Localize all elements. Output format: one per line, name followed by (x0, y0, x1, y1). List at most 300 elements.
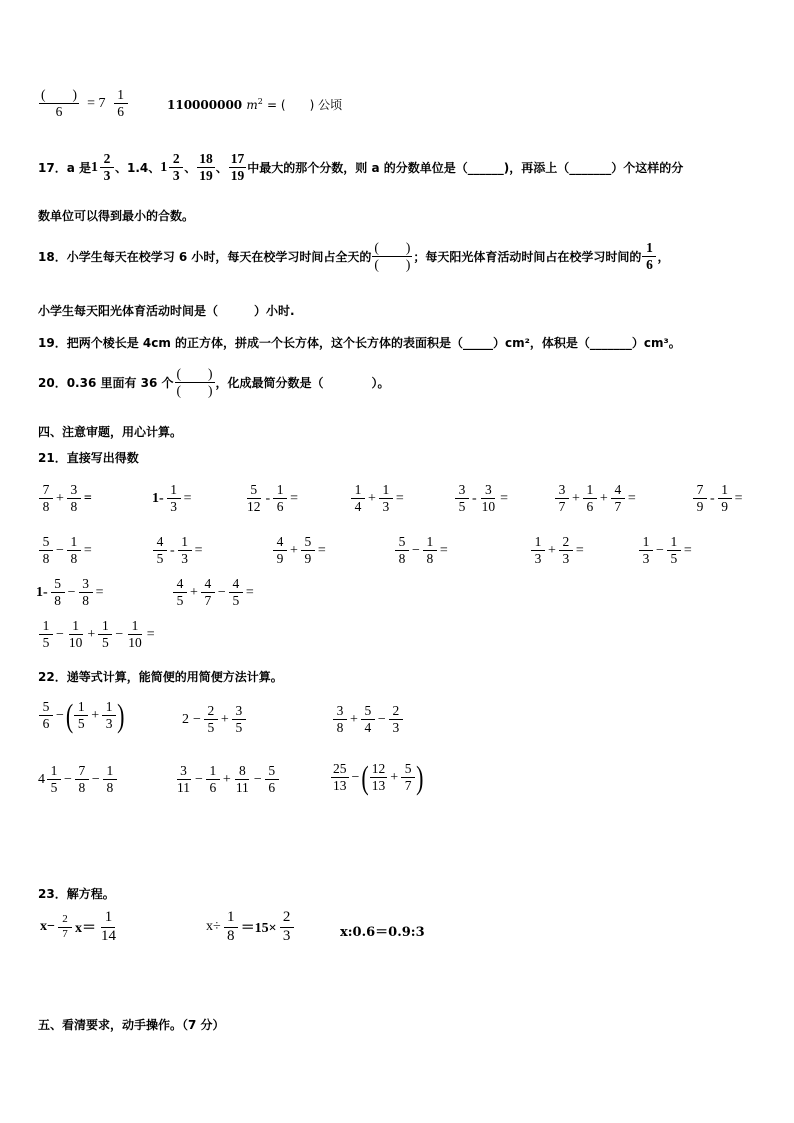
blank-numerator[interactable]: ( ) (39, 88, 79, 104)
fraction (39, 88, 79, 119)
math-token: 1 (531, 535, 545, 551)
calc-22-3 (332, 704, 404, 735)
math-token: = (500, 490, 509, 506)
math-token: 8 (42, 499, 50, 515)
calc-21-11 (394, 535, 450, 566)
math-token: 1 (98, 619, 112, 635)
math-token: 1 (102, 700, 116, 716)
math-token: 5 (176, 593, 184, 609)
fraction (74, 700, 88, 731)
math-token: 9 (721, 499, 729, 515)
math-token: x＝ (74, 921, 96, 937)
fraction (229, 152, 247, 183)
math-token: 11 (177, 780, 190, 796)
math-token: 18．小学生每天在校学习 6 小时，每天在校学习时间占全天的 (38, 250, 372, 265)
math-token: 1 (101, 910, 115, 928)
math-token: − (56, 626, 64, 642)
fraction (611, 483, 625, 514)
fraction (245, 483, 263, 514)
calc-21-15 (172, 577, 256, 608)
section-5-title: 五、看清要求，动手操作。（7 分） (38, 1018, 225, 1032)
math-token: 2 (257, 97, 263, 106)
math-token: 1 (47, 764, 61, 780)
math-token: = (439, 542, 448, 558)
math-token: 3 (172, 168, 180, 184)
fraction (201, 577, 215, 608)
math-token: 8 (336, 720, 344, 736)
math-token: 2 (280, 910, 294, 928)
math-token: 1 (718, 483, 732, 499)
math-token: - (265, 490, 271, 506)
math-token: 7 (75, 764, 89, 780)
math-token: 、 (184, 161, 197, 176)
math-token: 3 (642, 551, 650, 567)
calc-21-2 (150, 483, 194, 514)
math-token: 7 (693, 483, 707, 499)
math-token: - (710, 490, 715, 506)
math-token: 17 (229, 152, 247, 168)
fraction (273, 535, 287, 566)
math-token: 3 (177, 764, 191, 780)
math-token: − (656, 542, 664, 558)
fraction (99, 910, 118, 945)
math-token: 2 (204, 704, 218, 720)
math-token: 3 (105, 716, 113, 732)
math-token: = (395, 490, 404, 506)
math-token: 3 (103, 168, 111, 184)
fraction (232, 704, 246, 735)
math-token: 5 (39, 700, 53, 716)
math-token: 3 (382, 499, 390, 515)
q16-fraction-equation (38, 88, 129, 119)
math-token: 5 (395, 535, 409, 551)
math-token: 11 (235, 780, 249, 796)
math-token: = (83, 490, 92, 506)
math-token: + (220, 711, 229, 727)
math-token: 4 (229, 577, 243, 593)
math-token: 1 (90, 159, 98, 175)
math-token: 6 (42, 716, 50, 732)
math-token: − (253, 771, 262, 787)
fraction (301, 535, 315, 566)
math-token: 8 (398, 551, 406, 567)
blank-denominator[interactable]: ( ) (176, 383, 213, 399)
math-token: + (599, 490, 608, 506)
fraction (455, 483, 469, 514)
math-token: 4 (364, 720, 372, 736)
math-token: 20．0.36 里面有 36 个 (38, 376, 174, 391)
math-token: + (572, 490, 580, 506)
math-token: 5 (301, 535, 315, 551)
question-19: 19．把两个棱长是 4cm 的正方体，拼成一个长方体，这个长方体的表面积是（_____）cm²，体积是（_______）cm³。 (38, 336, 681, 350)
math-token: 8 (78, 780, 86, 796)
fraction (265, 764, 279, 795)
math-token: 5 (401, 762, 415, 778)
fraction (372, 241, 412, 272)
math-token: 8 (82, 593, 89, 609)
calc-21-16 (38, 619, 157, 650)
calc-21-12 (530, 535, 586, 566)
math-token: − (91, 771, 100, 787)
math-token: 1 (128, 619, 142, 635)
math-token: + (91, 707, 100, 723)
math-token: − (193, 711, 201, 727)
question-22-title: 22．递等式计算，能简便的用简便方法计算。 (38, 670, 283, 684)
math-token: x− (40, 919, 55, 935)
question-17-line2: 数单位可以得到最小的合数。 (38, 209, 195, 223)
fraction (234, 764, 251, 795)
parenthesis: ) (117, 696, 125, 734)
math-token: 1 (379, 483, 393, 499)
math-token: - (472, 490, 477, 506)
fraction (39, 535, 53, 566)
calc-21-7 (692, 483, 745, 514)
fraction (583, 483, 597, 514)
math-token: = (245, 584, 254, 600)
equation-23-1 (38, 910, 119, 945)
math-token: 25 (331, 762, 349, 778)
math-token: 2 (169, 152, 183, 168)
math-token: 4 (38, 771, 45, 787)
math-token: 5 (247, 483, 261, 499)
math-token: − (351, 769, 360, 785)
math-token: + (350, 711, 358, 727)
math-token: 8 (70, 551, 78, 567)
math-token: ＝15× (240, 921, 277, 937)
math-token: 5 (265, 764, 279, 780)
math-token: = (183, 490, 192, 506)
math-token: = (146, 626, 155, 642)
math-token: + (56, 490, 64, 506)
math-token: 4 (201, 577, 215, 593)
math-token: m (246, 98, 258, 112)
fraction (361, 704, 375, 735)
math-token: 中最大的那个分数，则 a 的分数单位是（______)，再添上（_______）个这样的分 (247, 161, 684, 176)
math-token: 3 (333, 704, 347, 720)
math-token: + (368, 490, 376, 506)
math-token: 6 (55, 104, 63, 120)
math-token: 3 (232, 704, 246, 720)
math-token: 5 (39, 535, 53, 551)
math-token: 4 (153, 535, 167, 551)
math-token: ；每天阳光体育活动时间占在校学习时间的 (413, 250, 642, 265)
calc-22-5 (174, 764, 280, 795)
calc-21-3 (244, 483, 300, 514)
math-token: 1- (152, 490, 164, 506)
math-token: 7 (204, 593, 212, 609)
math-token: + (222, 771, 231, 787)
math-token: = (734, 490, 743, 506)
math-token: 1 (39, 619, 53, 635)
fraction (206, 764, 220, 795)
question-18: 18．小学生每天在校学习 6 小时，每天在校学习时间占全天的 $\frac{( )}{( )}$ ；每天阳光体育活动时间占在校学习时间的 $\frac{1}{6}$ ， (38, 240, 670, 273)
math-token: 2 (182, 711, 189, 727)
math-token: − (412, 542, 420, 558)
math-token: 6 (646, 257, 653, 273)
math-token: 4 (611, 483, 625, 499)
fraction (51, 577, 65, 608)
fraction (67, 535, 81, 566)
math-token: 2 (100, 152, 114, 168)
math-token: 、1.4、 (114, 161, 161, 176)
calc-22-6 (330, 758, 424, 796)
math-token: + (290, 542, 298, 558)
math-token: 7 (558, 499, 566, 515)
fraction (197, 152, 215, 183)
fraction (333, 704, 347, 735)
math-token: 5 (361, 704, 375, 720)
fraction (75, 764, 89, 795)
fraction (126, 619, 144, 650)
math-token: − (195, 771, 203, 787)
math-token: x÷ (206, 919, 221, 935)
math-token: 1 (351, 483, 365, 499)
math-token: 8 (70, 499, 78, 515)
fraction (280, 910, 294, 945)
fraction (639, 535, 653, 566)
question-18-line2: 小学生每天阳光体育活动时间是（ ）小时. (38, 304, 295, 318)
calc-21-13 (638, 535, 694, 566)
math-token: 3 (67, 483, 81, 499)
math-token: 12 (247, 499, 261, 515)
calc-21-6 (554, 483, 638, 514)
math-token: 8 (426, 551, 434, 567)
math-token: 1 (74, 700, 88, 716)
math-token: 6 (586, 499, 594, 515)
math-token: − (217, 584, 226, 600)
math-token: 5 (51, 577, 65, 593)
question-17 (38, 152, 683, 183)
fraction (175, 367, 215, 398)
math-token: 1 (69, 619, 83, 635)
fraction (175, 764, 192, 795)
math-token: 4 (354, 499, 362, 515)
math-token: − (377, 711, 386, 727)
math-token: 3 (79, 577, 93, 593)
math-token: 4 (173, 577, 187, 593)
math-token: 8 (54, 593, 62, 609)
question-20 (38, 367, 390, 398)
blank-numerator[interactable]: ( ) (175, 367, 215, 383)
fraction (39, 700, 53, 731)
math-token: = 7 (87, 95, 106, 111)
math-token: 1 (178, 535, 192, 551)
math-token: 6 (268, 780, 276, 796)
fraction (531, 535, 545, 566)
math-token: 6 (209, 780, 217, 796)
math-token: 1 (103, 764, 117, 780)
calc-21-9 (152, 535, 205, 566)
fraction (39, 483, 53, 514)
blank-denominator[interactable]: ( ) (374, 257, 411, 273)
math-token: + (390, 769, 399, 785)
math-token: 6 (117, 104, 124, 120)
math-token: 19 (230, 168, 245, 184)
fraction (642, 241, 656, 272)
calc-22-4 (38, 764, 118, 795)
fraction (103, 764, 117, 795)
math-token: 3 (534, 551, 542, 567)
math-token: 17．a 是 (38, 161, 91, 176)
math-token: - (170, 542, 175, 558)
math-token: 3 (555, 483, 569, 499)
math-token: − (64, 771, 72, 787)
math-token: 8 (226, 927, 235, 944)
fraction (114, 88, 128, 119)
math-token: 1- (36, 584, 48, 600)
fraction (178, 535, 192, 566)
math-token: 10 (128, 635, 142, 651)
math-token: − (67, 584, 76, 600)
math-token: ，化成最简分数是（ ）。 (215, 376, 390, 391)
math-token: 1 (273, 483, 287, 499)
math-token: = ( ) 公顷 (267, 98, 343, 112)
math-token: 110000000 (167, 98, 243, 112)
math-token: = (575, 542, 584, 558)
math-token: 2 (58, 914, 72, 928)
fraction (79, 577, 93, 608)
fraction (67, 619, 85, 650)
math-token: 1 (642, 241, 656, 257)
parenthesis: ) (416, 758, 424, 796)
question-21-title: 21．直接写出得数 (38, 451, 139, 465)
fraction (204, 704, 218, 735)
math-token: − (115, 626, 124, 642)
math-token: + (87, 626, 96, 642)
math-token: 3 (562, 551, 570, 567)
fraction (351, 483, 365, 514)
calc-21-4 (350, 483, 406, 514)
math-token: 1 (639, 535, 653, 551)
math-token: 1 (160, 159, 168, 175)
math-token: 3 (181, 551, 189, 567)
calc-21-10 (272, 535, 328, 566)
fraction (169, 152, 183, 183)
fraction (102, 700, 116, 731)
fraction (555, 483, 569, 514)
fraction (47, 764, 61, 795)
fraction (273, 483, 287, 514)
math-token: 9 (276, 551, 284, 567)
blank-numerator[interactable]: ( ) (372, 241, 412, 257)
math-token: 7 (62, 927, 68, 940)
math-token: 1 (423, 535, 437, 551)
calc-22-1 (38, 696, 125, 734)
fraction (153, 535, 167, 566)
math-token: 1 (167, 483, 181, 499)
fraction (67, 483, 81, 514)
fraction (423, 535, 437, 566)
math-token: 9 (696, 499, 704, 515)
math-token: 7 (39, 483, 53, 499)
math-token: 7 (614, 499, 622, 515)
math-token: 5 (207, 720, 215, 736)
math-token: 5 (232, 593, 240, 609)
calc-21-8 (38, 535, 94, 566)
math-token: 8 (235, 764, 249, 780)
equation-23-3: x:0.6＝0.9:3 (340, 925, 425, 940)
math-token: − (56, 707, 64, 723)
calc-21-14 (34, 577, 105, 608)
section-4-title: 四、注意审题，用心计算。 (38, 425, 183, 439)
math-token: = (290, 490, 299, 506)
math-token: 12 (370, 762, 388, 778)
fraction (718, 483, 732, 514)
math-token: 5 (101, 635, 109, 651)
math-token: 8 (42, 551, 50, 567)
fraction (693, 483, 707, 514)
math-token: = (83, 542, 92, 558)
calc-21-1 (38, 483, 94, 514)
calc-21-5 (454, 483, 510, 514)
fraction (39, 619, 53, 650)
math-token: 3 (481, 483, 495, 499)
fraction (379, 483, 393, 514)
math-token: 5 (670, 551, 678, 567)
math-token: 10 (481, 499, 496, 515)
math-token: + (190, 584, 198, 600)
math-token: 4 (273, 535, 287, 551)
math-token: 9 (304, 551, 312, 567)
math-token: 10 (68, 635, 83, 651)
math-token: 1 (206, 764, 220, 780)
math-token: 、 (215, 161, 228, 176)
fraction (401, 762, 415, 793)
math-token: 2 (389, 704, 403, 720)
math-token: 3 (170, 499, 178, 515)
math-token: 2 (559, 535, 573, 551)
math-token: 14 (100, 927, 116, 944)
math-token: = (317, 542, 326, 558)
math-token: 1 (667, 535, 681, 551)
equation-23-2 (204, 910, 295, 945)
math-token: 7 (404, 778, 412, 794)
fraction (331, 762, 349, 793)
parenthesis: ( (65, 696, 74, 734)
math-token: 19 (199, 168, 213, 184)
parenthesis: ( (361, 758, 369, 796)
math-token: = (627, 490, 636, 506)
fraction (58, 914, 72, 940)
q16-area-conversion (167, 96, 342, 113)
fraction (100, 152, 114, 183)
math-token: 5 (50, 780, 58, 796)
math-token: 5 (156, 551, 164, 567)
math-token: 5 (458, 499, 466, 515)
fraction (229, 577, 243, 608)
math-token: 5 (77, 716, 85, 732)
math-token: 8 (106, 780, 114, 796)
math-token: = (95, 584, 104, 600)
fraction (667, 535, 681, 566)
math-token: 18 (197, 152, 215, 168)
fraction (480, 483, 498, 514)
math-token: 1 (67, 535, 81, 551)
math-token: 1 (224, 910, 238, 928)
fraction (224, 910, 238, 945)
question-23-title: 23．解方程。 (38, 887, 115, 901)
fraction (389, 704, 403, 735)
math-token: − (56, 542, 64, 558)
math-token: 1 (114, 88, 128, 104)
math-token: 13 (333, 778, 347, 794)
math-token: 13 (371, 778, 386, 794)
math-token: 3 (392, 720, 400, 736)
math-token: 1 (583, 483, 597, 499)
math-token: 3 (282, 927, 291, 944)
fraction (559, 535, 573, 566)
math-token: + (548, 542, 556, 558)
